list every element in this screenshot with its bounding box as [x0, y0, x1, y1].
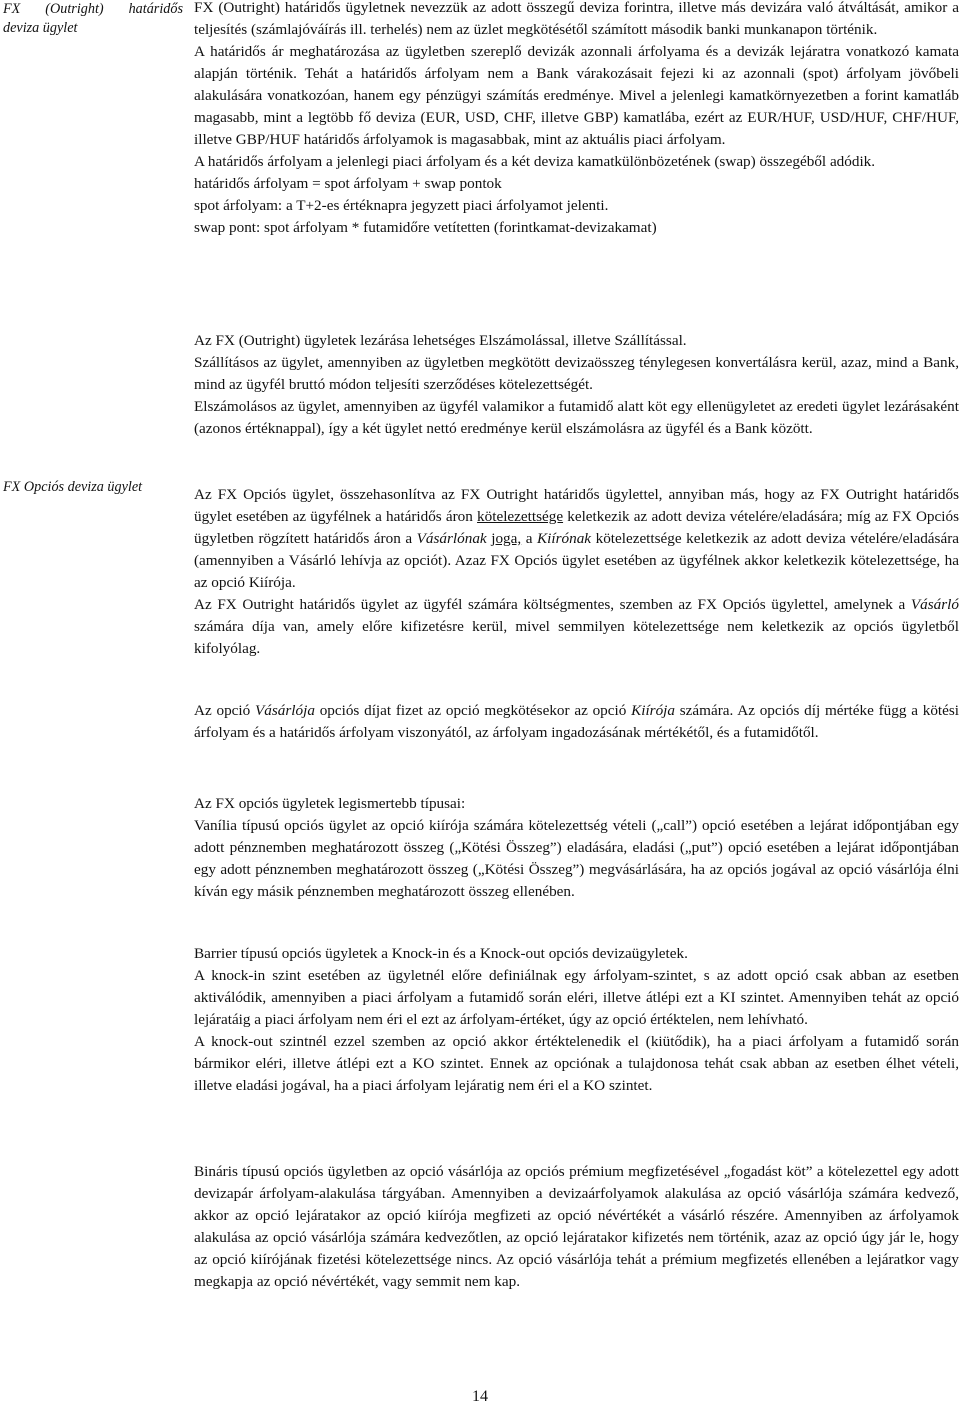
text-run: számára díja van, amely előre kifizetésre kerül, mivel semmilyen kötelezettsége nem keletkezik az opciós ügyletből kifolyólag. [194, 618, 959, 657]
section-label-fx-option: FX Opciós deviza ügylet [3, 479, 143, 495]
italic-text: Kiírója [631, 702, 675, 719]
section-option-types-binary [194, 1161, 959, 1293]
underlined-text: kötelezettsége [477, 508, 564, 525]
section-label-word: (Outright) [45, 1, 104, 17]
section-label-line: deviza ügylet [3, 20, 78, 36]
paragraph: Vanília típusú opciós ügylet az opció kiírója számára kötelezettség vételi („call”) opció esetében a lejárat időpontjában egy adott pénznemben meghatározott összeg („Kötési Összeg”) eladására, eladási („put”) opció esetében a lejárat időpontjában egy adott pénznemben meghatározott összeg („Kötési Összeg”) megvásárlására, ha az opciós jogával az opció vásárlója élni kíván egy másik pénznemben meghatározott összeg ellenében. [194, 817, 959, 900]
underlined-text: joga, [491, 530, 522, 547]
paragraph: A határidős árfolyam a jelenlegi piaci árfolyam és a két deviza kamatkülönbözetének (swap) összegéből adódik. [194, 153, 876, 170]
paragraph: Az FX opciós ügyletek legismertebb típusai: [194, 795, 466, 812]
italic-text: Vásárlója [255, 702, 315, 719]
text-run: Az FX Opciós ügylet, összehasonlítva az FX Outright határidős ügylettel, annyiban más, hogy az FX Outright határidős ügylet esetében az ügyfélnek a határidős áron [194, 486, 959, 525]
paragraph: FX (Outright) határidős ügyletnek nevezzük az adott összegű deviza forintra, illetve más devizára való átváltását, amikor a teljesítés (számlajóváírás ill. terhelés) nem az üzlet megkötésétől számított második banki munkanapon történik. [194, 0, 959, 38]
formula-line: határidős árfolyam = spot árfolyam + swap pontok [194, 175, 502, 192]
text-run: keletkezik az adott deviza vételére/eladására; míg az FX Opciós ügyletben rögzített határidős áron a [194, 508, 959, 547]
section-label-word: határidős [128, 1, 183, 17]
italic-text: Kiírónak [537, 530, 592, 547]
italic-text: Vásárlónak [416, 530, 487, 547]
page-number: 14 [472, 1388, 488, 1405]
section-option-fee [194, 700, 959, 744]
text-run: számára. Az opciós díj mértéke függ a kötési árfolyam és a határidős árfolyam viszonyától, az árfolyam ingadozásának mértékétől, és a futamidőtől. [194, 702, 960, 741]
formula-line: spot árfolyam: a T+2-es értéknapra jegyzett piaci árfolyamot jelenti. [194, 197, 609, 214]
paragraph: Elszámolásos az ügylet, amennyiben az ügyfél valamikor a futamidő alatt köt egy ellenügyletet az eredeti ügylet lezárásaként (azonos értéknappal), így a két ügylet nettó eredménye kerül elszámolásra az ügyfél és a Bank között. [194, 398, 959, 437]
section-label-line [3, 0, 183, 19]
section-option-types-barrier [194, 943, 959, 1097]
section-label-fx-outright [3, 0, 183, 38]
section-label-word: FX [3, 1, 21, 17]
paragraph: A knock-out szintnél ezzel szemben az opció akkor értéktelenedik el (kiütődik), ha a piaci árfolyam a futamidő során bármikor eléri, illetve átlépi ezt a KO szintet. Ennek az opciónak a tulajdonosa tehát csak abban az esetben élhet vételi, illetve eladási jogával, ha a piaci árfolyam lejáratig nem éri el a KO szintet. [194, 1033, 959, 1094]
text-run: kötelezettsége keletkezik az adott deviza vételére/eladására (amennyiben a Vásárló lehívja az opciót). Azaz FX Opciós ügylet esetében az ügyfélnek akkor keletkezik kötelezettsége, ha az opció Kiírója. [194, 530, 959, 591]
section-fx-option-comparison [194, 484, 959, 660]
text-run: opciós díjat fizet az opció megkötésekor az opció [314, 702, 632, 719]
text-run: Az opció [194, 702, 255, 719]
paragraph [194, 700, 959, 744]
section-fx-outright-definition [194, 0, 959, 239]
paragraph [194, 594, 959, 660]
paragraph: Barrier típusú opciós ügyletek a Knock-in és a Knock-out opciós devizaügyletek. [194, 945, 688, 962]
section-fx-outright-closing [194, 330, 959, 440]
section-option-types-vanilla [194, 793, 959, 903]
paragraph: A határidős ár meghatározása az ügyletben szereplő devizák azonnali árfolyama és a devizák lejáratra vonatkozó kamata alapján történik. Tehát a határidős árfolyam nem a Bank várakozásait fejezi ki az azonnali (spot) árfolyam jövőbeli alakulására vonatkozóan, hanem egy pénzügyi számítás eredménye. Mivel a jelenlegi kamatkörnyezetben a forint kamatláb magasabb, mint a legtöbb fő deviza (EUR, USD, CHF, illetve GBP) kamatlába, ezért az EUR/HUF, USD/HUF, CHF/HUF, illetve GBP/HUF határidős árfolyamok is magasabbak, mint az aktuális piaci árfolyam. [194, 43, 959, 148]
text-run: a [521, 530, 538, 547]
italic-text: Vásárló [910, 596, 959, 613]
text-run: Az FX Outright határidős ügylet az ügyfél számára költségmentes, szemben az FX Opciós ügylettel, amelynek a [194, 596, 911, 613]
paragraph: A knock-in szint esetében az ügyletnél előre definiálnak egy árfolyam-szintet, s az adott opció csak abban az esetben aktiválódik, amennyiben a piaci árfolyam a futamidő során eléri, illetve átlépi ezt a KI szintet. Amennyiben tehát az opció lejáratáig a piaci árfolyam nem éri el ezt az árfolyam-értéket, úgy az opció értéktelen, nem lehívható. [194, 967, 959, 1028]
paragraph: Az FX (Outright) ügyletek lezárása lehetséges Elszámolással, illetve Szállítással. [194, 332, 687, 349]
paragraph: Szállításos az ügylet, amennyiben az ügyletben megkötött devizaösszeg ténylegesen konvertálásra kerül, azaz, mind a Bank, mind az ügyfél bruttó módon teljesíti szerződéses kötelezettségét. [194, 354, 959, 393]
formula-line: swap pont: spot árfolyam * futamidőre vetítetten (forintkamat-devizakamat) [194, 219, 657, 236]
paragraph [194, 484, 959, 594]
paragraph: Bináris típusú opciós ügyletben az opció vásárlója az opciós prémium megfizetésével „fogadást köt” a kötelezettel egy adott devizapár árfolyam-alakulása tárgyában. Amennyiben a devizaárfolyamok alakulása az opció vásárlója számára kedvező, akkor az opció lejáratakor az opció kiírója megfizeti az opció névértékét a vásárló részére. Amennyiben az árfolyamok alakulása az opció vásárlója számára kedvezőtlen, az opció lejáratakor kifizetés nem történik, azaz az opció úgy jár le, hogy az opció kiírójának fizetési kötelezettsége nincs. Az opció vásárlója tehát a prémium megfizetés ellenében a lejáratkor vagy megkapja az opció névértékét, vagy semmit nem kap. [194, 1163, 959, 1290]
